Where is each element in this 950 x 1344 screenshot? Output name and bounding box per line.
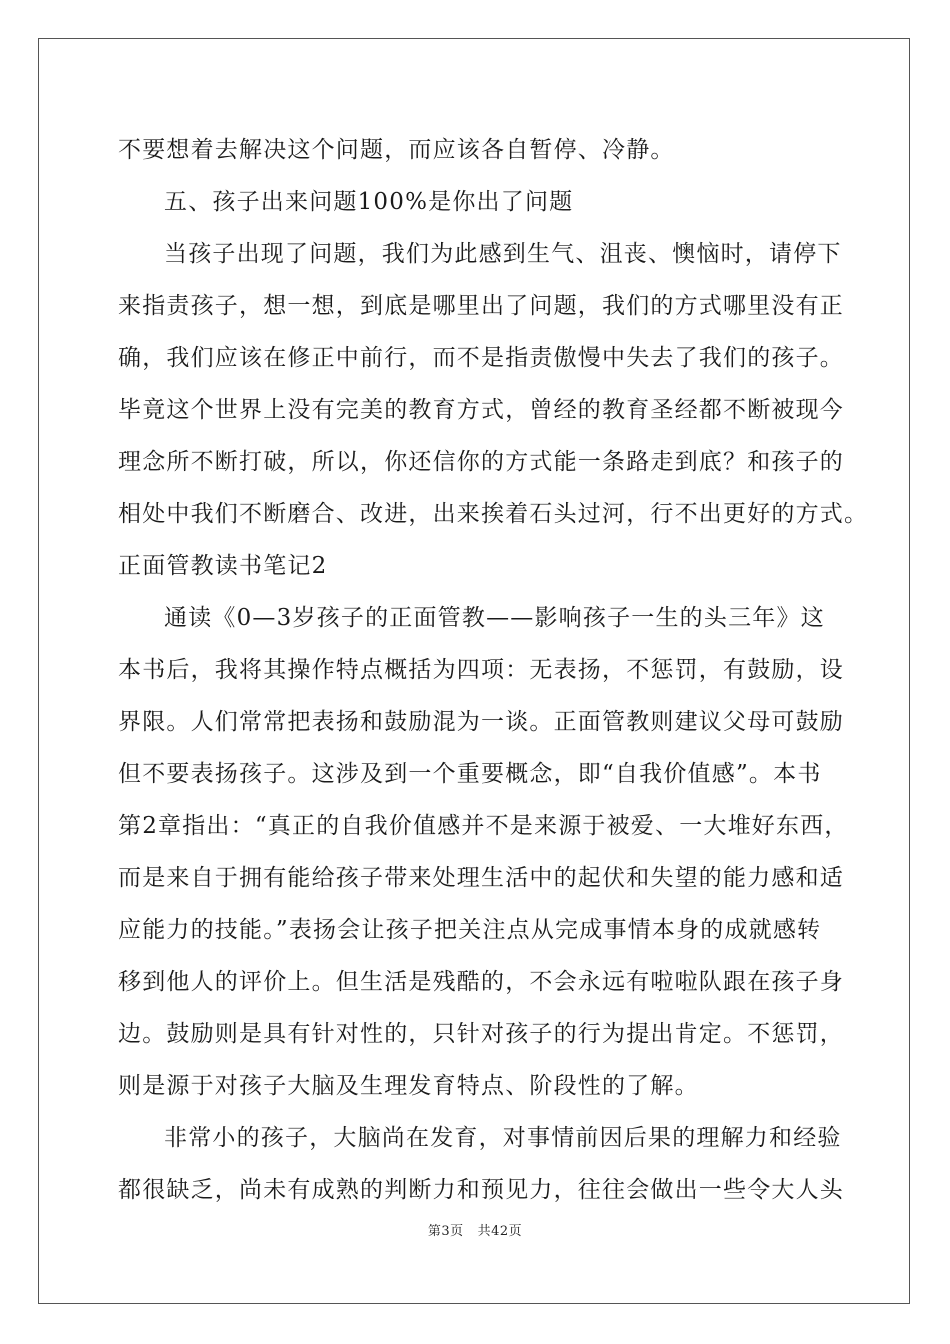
article-title: 正面管教读书笔记2: [118, 553, 328, 579]
text-line: 相处中我们不断磨合、改进，出来挨着石头过河，行不出更好的方式。: [118, 501, 869, 527]
text-line: 确，我们应该在修正中前行，而不是指责傲慢中失去了我们的孩子。: [118, 345, 844, 371]
text-line: 非常小的孩子，大脑尚在发育，对事情前因后果的理解力和经验: [164, 1125, 842, 1151]
text-line: 不要想着去解决这个问题，而应该各自暂停、冷静。: [118, 137, 675, 163]
text-line: 通读《0—3岁孩子的正面管教——影响孩子一生的头三年》这: [164, 605, 825, 631]
text-line: 第2章指出：“真正的自我价值感并不是来源于被爱、一大堆好东西，: [118, 813, 849, 839]
section-heading: 五、孩子出来问题100%是你出了问题: [164, 189, 574, 215]
document-body: [118, 124, 869, 1216]
text-line: 但不要表扬孩子。这涉及到一个重要概念，即“自我价值感”。本书: [118, 761, 822, 787]
text-line: 界限。人们常常把表扬和鼓励混为一谈。正面管教则建议父母可鼓励: [118, 709, 844, 735]
text-line: 理念所不断打破，所以，你还信你的方式能一条路走到底？和孩子的: [118, 449, 844, 475]
text-line: 都很缺乏，尚未有成熟的判断力和预见力，往往会做出一些令大人头: [118, 1177, 844, 1203]
text-line: 毕竟这个世界上没有完美的教育方式，曾经的教育圣经都不断被现今: [118, 397, 844, 423]
text-line: 则是源于对孩子大脑及生理发育特点、阶段性的了解。: [118, 1073, 699, 1099]
text-line: 移到他人的评价上。但生活是残酷的，不会永远有啦啦队跟在孩子身: [118, 969, 844, 995]
page-number: 第3页: [427, 1224, 464, 1239]
text-line: 来指责孩子，想一想，到底是哪里出了问题，我们的方式哪里没有正: [118, 293, 844, 319]
text-line: 边。鼓励则是具有针对性的，只针对孩子的行为提出肯定。不惩罚，: [118, 1021, 844, 1047]
page-total: 共42页: [477, 1224, 523, 1239]
page-footer: [0, 1220, 950, 1239]
text-line: 应能力的技能。”表扬会让孩子把关注点从完成事情本身的成就感转: [118, 917, 822, 943]
text-line: 本书后，我将其操作特点概括为四项：无表扬，不惩罚，有鼓励，设: [118, 657, 844, 683]
text-line: 当孩子出现了问题，我们为此感到生气、沮丧、懊恼时，请停下: [164, 241, 842, 267]
text-line: 而是来自于拥有能给孩子带来处理生活中的起伏和失望的能力感和适: [118, 865, 844, 891]
